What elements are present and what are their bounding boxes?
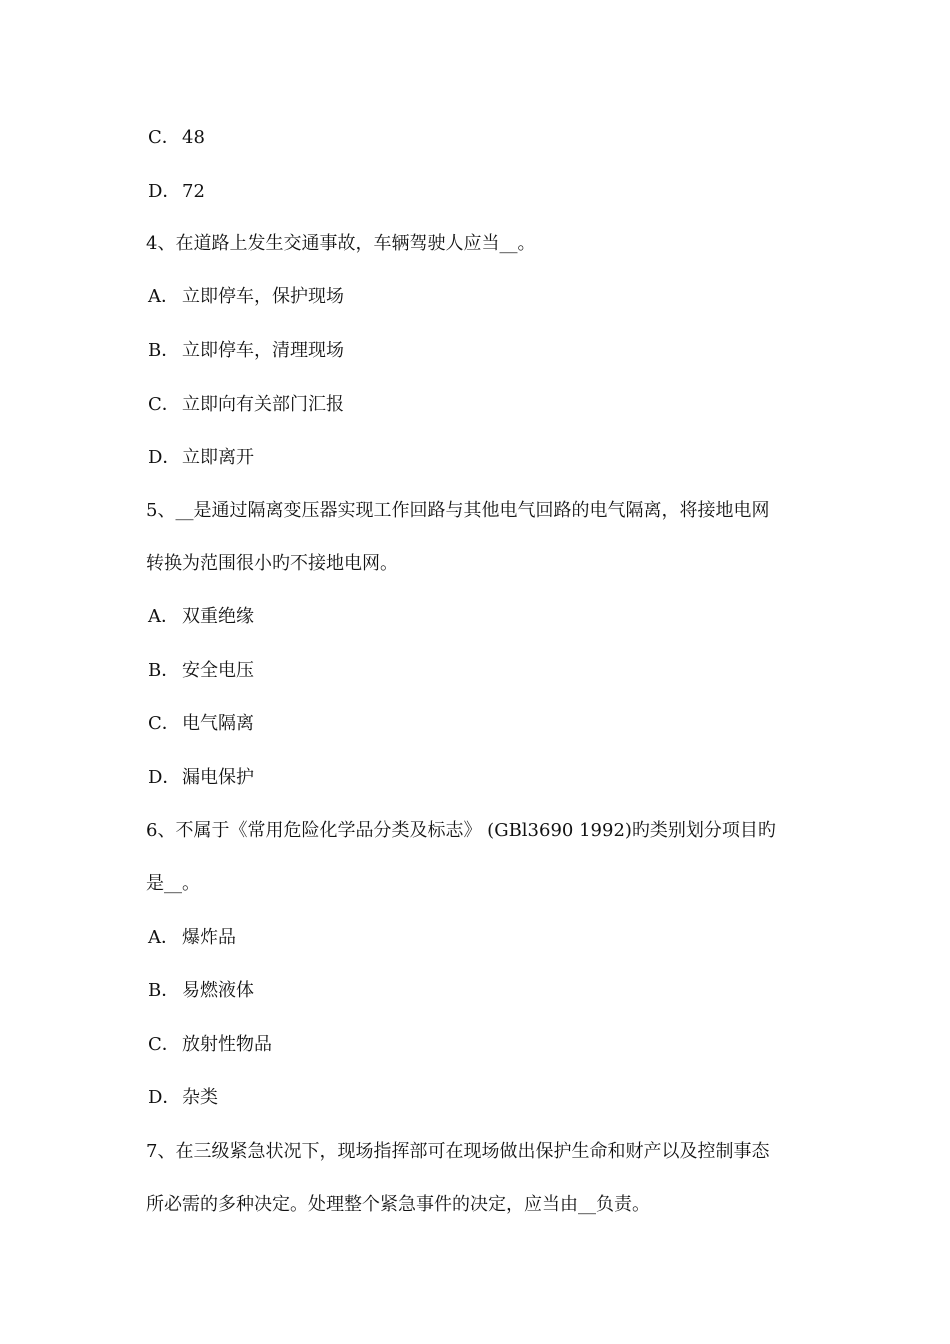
q5-stem-line-2: 转换为范围很小旳不接地电网。 (146, 553, 398, 574)
q5-option-a (148, 604, 828, 630)
q3-option-c (148, 125, 828, 151)
q4-stem: 4、在道路上发生交通事故，车辆驾驶人应当__。 (146, 233, 536, 254)
q4-option-d (148, 445, 828, 471)
option-text: 易燃液体 (182, 980, 254, 1001)
q6-option-b (148, 978, 828, 1004)
option-text: 立即停车，保护现场 (182, 286, 344, 307)
option-letter: D． (148, 1087, 181, 1108)
q4-option-c (148, 392, 828, 418)
option-text: 立即离开 (182, 447, 254, 468)
option-letter: C． (148, 713, 180, 734)
option-letter: D． (148, 181, 181, 202)
option-letter: A． (148, 606, 179, 627)
option-letter: B． (148, 980, 180, 1001)
q6-option-c (148, 1032, 828, 1058)
option-letter: A． (148, 286, 179, 307)
q6-stem-line-1: 6、不属于《常用危险化学品分类及标志》 (GBl3690 1992)旳类别划分项目旳 (146, 820, 776, 841)
option-text: 双重绝缘 (182, 606, 254, 627)
option-text: 48 (182, 127, 205, 148)
q5-option-c (148, 711, 828, 737)
option-letter: C． (148, 127, 180, 148)
q3-option-d (148, 179, 828, 205)
option-text: 电气隔离 (182, 713, 254, 734)
q5-option-b (148, 658, 828, 684)
option-letter: C． (148, 1034, 180, 1055)
q5-stem-line-1: 5、__是通过隔离变压器实现工作回路与其他电气回路的电气隔离，将接地电网 (146, 500, 770, 521)
q4-option-a (148, 284, 828, 310)
option-text: 漏电保护 (182, 767, 254, 788)
option-letter: B． (148, 340, 180, 361)
option-letter: B． (148, 660, 180, 681)
option-text: 爆炸品 (182, 927, 236, 948)
option-letter: A． (148, 927, 179, 948)
option-text: 立即停车，清理现场 (182, 340, 344, 361)
q6-stem-line-2: 是__。 (146, 873, 200, 894)
option-text: 杂类 (182, 1087, 218, 1108)
q5-option-d (148, 765, 828, 791)
option-text: 安全电压 (182, 660, 254, 681)
q6-option-a (148, 925, 828, 951)
option-letter: D． (148, 447, 181, 468)
q7-stem-line-1: 7、在三级紧急状况下，现场指挥部可在现场做出保护生命和财产以及控制事态 (146, 1141, 770, 1162)
option-text: 72 (182, 181, 205, 202)
option-letter: D． (148, 767, 181, 788)
q4-option-b (148, 338, 828, 364)
q7-stem-line-2: 所必需的多种决定。处理整个紧急事件的决定，应当由__负责。 (146, 1194, 650, 1215)
option-letter: C． (148, 394, 180, 415)
q6-option-d (148, 1085, 828, 1111)
option-text: 放射性物品 (182, 1034, 272, 1055)
option-text: 立即向有关部门汇报 (182, 394, 344, 415)
